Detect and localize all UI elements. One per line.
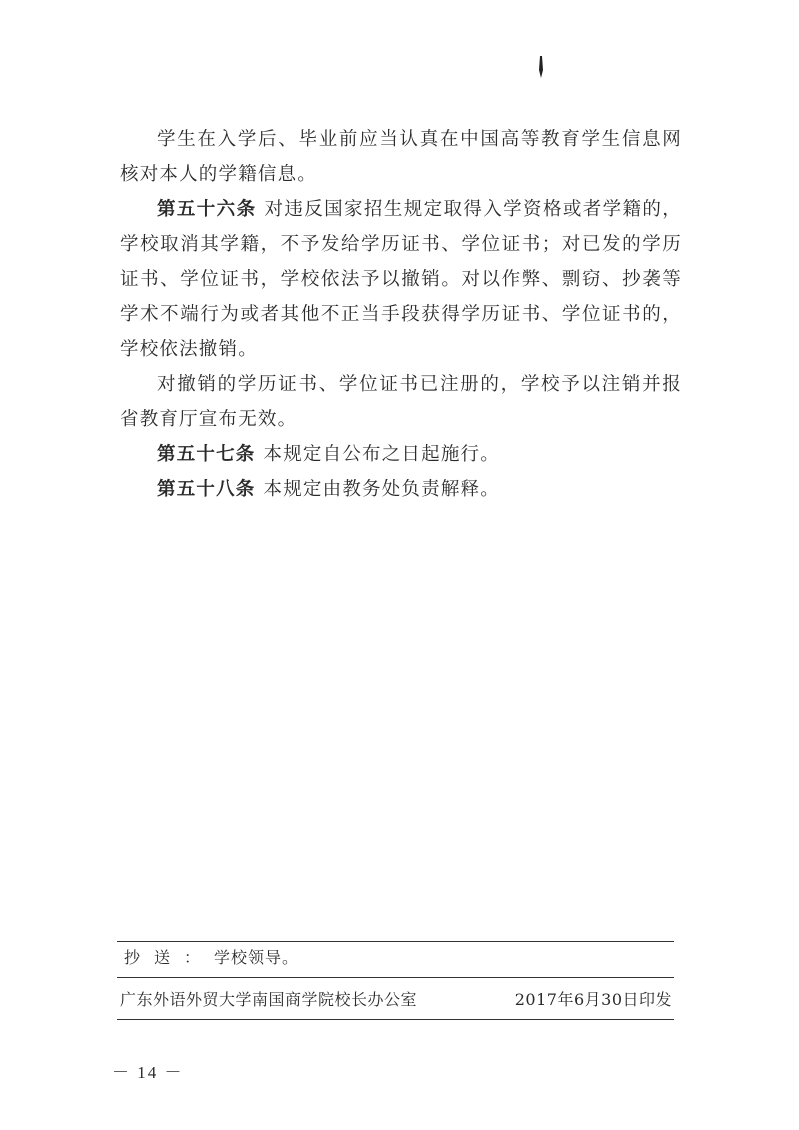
article-56 xyxy=(120,192,682,367)
article-56-text: 对违反国家招生规定取得入学资格或者学籍的，学校取消其学籍，不予发给学历证书、学位证书；对已发的学历证书、学位证书，学校依法予以撤销。对以作弊、剽窃、抄袭等学术不端行为或者其他不正当手段获得学历证书、学位证书的，学校依法撤销。 xyxy=(120,199,682,360)
paragraph-student-info-check: 学生在入学后、毕业前应当认真在中国高等教育学生信息网核对本人的学籍信息。 xyxy=(120,129,682,185)
article-57-text: 本规定自公布之日起施行。 xyxy=(263,444,500,465)
issue-line xyxy=(120,987,672,1013)
page-number: － 14 － xyxy=(112,1063,184,1082)
article-57 xyxy=(120,437,682,472)
article-57-heading: 第五十七条 xyxy=(157,444,256,465)
cc-line xyxy=(124,945,299,971)
footer-top-rule xyxy=(117,941,674,942)
scan-artifact-mark xyxy=(538,56,544,78)
cc-label: 抄送： xyxy=(124,948,215,967)
article-58 xyxy=(120,472,682,507)
body-text xyxy=(120,122,682,507)
article-56-heading: 第五十六条 xyxy=(157,199,257,220)
issue-date: 2017年6月30日印发 xyxy=(514,990,672,1009)
issuer: 广东外语外贸大学南国商学院校长办公室 xyxy=(120,990,418,1009)
paragraph-certificate-cancellation: 对撤销的学历证书、学位证书已注册的，学校予以注销并报省教育厅宣布无效。 xyxy=(120,374,682,430)
footer-bottom-rule xyxy=(117,1019,674,1020)
article-58-heading: 第五十八条 xyxy=(157,479,256,500)
footer-middle-rule xyxy=(117,977,674,978)
cc-value: 学校领导。 xyxy=(214,948,300,967)
article-58-text: 本规定由教务处负责解释。 xyxy=(263,479,500,500)
